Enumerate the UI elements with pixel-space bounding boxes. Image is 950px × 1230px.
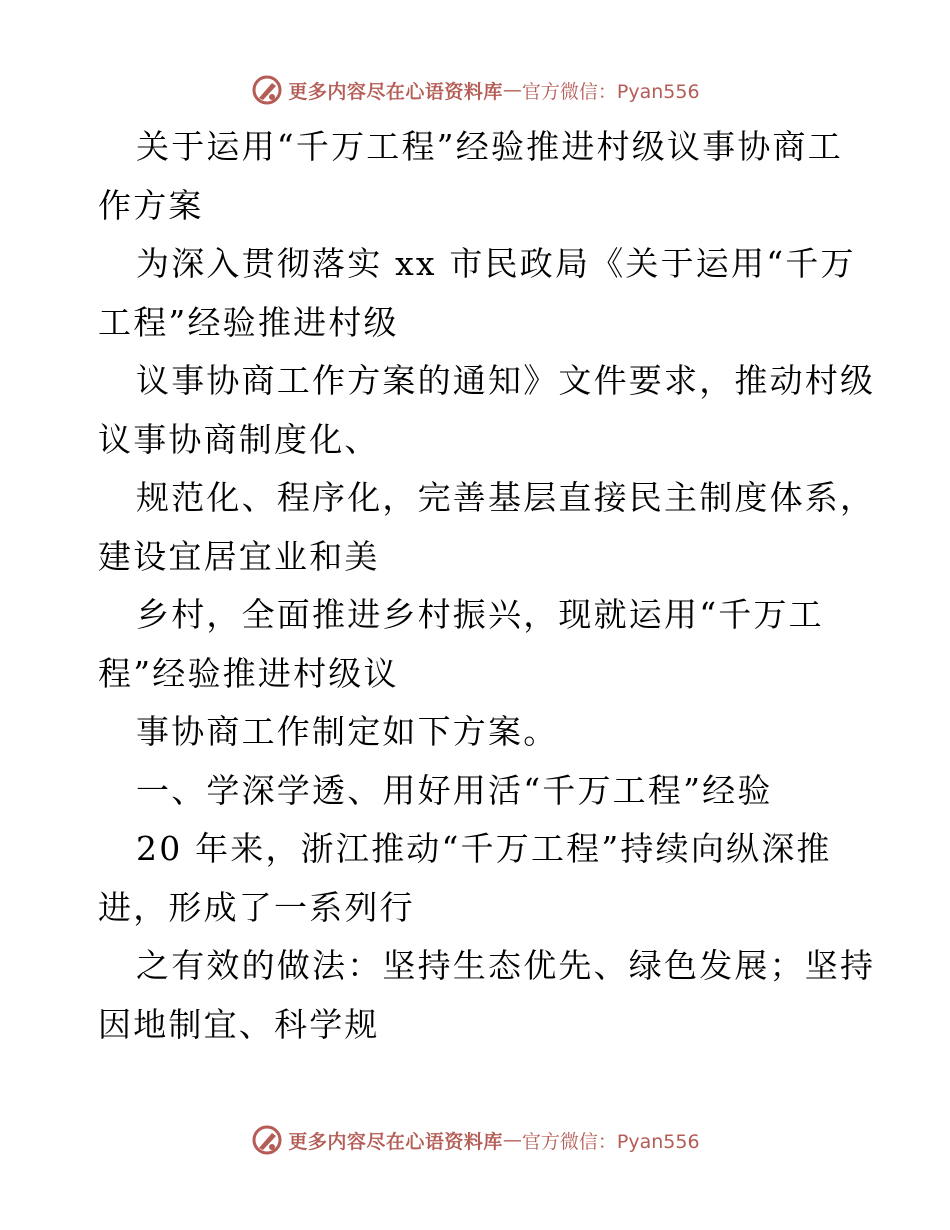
body-line: 之有效的做法：坚持生态优先、绿色发展；坚持: [136, 946, 876, 985]
body-line: 议事协商制度化、: [98, 419, 380, 459]
body-line: 规范化、程序化，完善基层直接民主制度体系，: [136, 478, 876, 517]
header-dash: —: [502, 79, 522, 101]
title-line-2: 作方案: [98, 185, 204, 225]
body-line: 因地制宜、科学规: [98, 1004, 380, 1044]
header-brand-text: 更多内容尽在心语资料库: [288, 80, 503, 103]
body-line: 建设宜居宜业和美: [98, 536, 380, 576]
footer-wechat-text: 官方微信：Pyan556: [521, 1130, 700, 1153]
pen-seal-icon: [250, 1123, 284, 1157]
body-line: 议事协商工作方案的通知》文件要求，推动村级: [136, 361, 876, 400]
body-line: 事协商工作制定如下方案。: [136, 712, 559, 751]
section-heading: 一、学深学透、用好用活“千万工程”经验: [136, 770, 773, 810]
footer-dash: —: [502, 1129, 522, 1151]
document-body: [98, 118, 876, 1054]
body-line: 为深入贯彻落实 xx 市民政局《关于运用“千万: [136, 244, 856, 283]
footer-watermark: [0, 1120, 950, 1160]
header-wechat-text: 官方微信：Pyan556: [521, 80, 700, 103]
title-line-1: 关于运用“千万工程”经验推进村级议事协商工: [136, 127, 843, 166]
body-line: 程”经验推进村级议: [98, 653, 399, 693]
body-line: 进，形成了一系列行: [98, 887, 415, 927]
pen-seal-icon: [250, 73, 284, 107]
body-line: 20 年来，浙江推动“千万工程”持续向纵深推: [136, 829, 832, 868]
header-watermark: [0, 70, 950, 110]
footer-brand-text: 更多内容尽在心语资料库: [288, 1130, 503, 1153]
body-line: 工程”经验推进村级: [98, 302, 399, 342]
body-line: 乡村，全面推进乡村振兴，现就运用“千万工: [136, 595, 824, 634]
